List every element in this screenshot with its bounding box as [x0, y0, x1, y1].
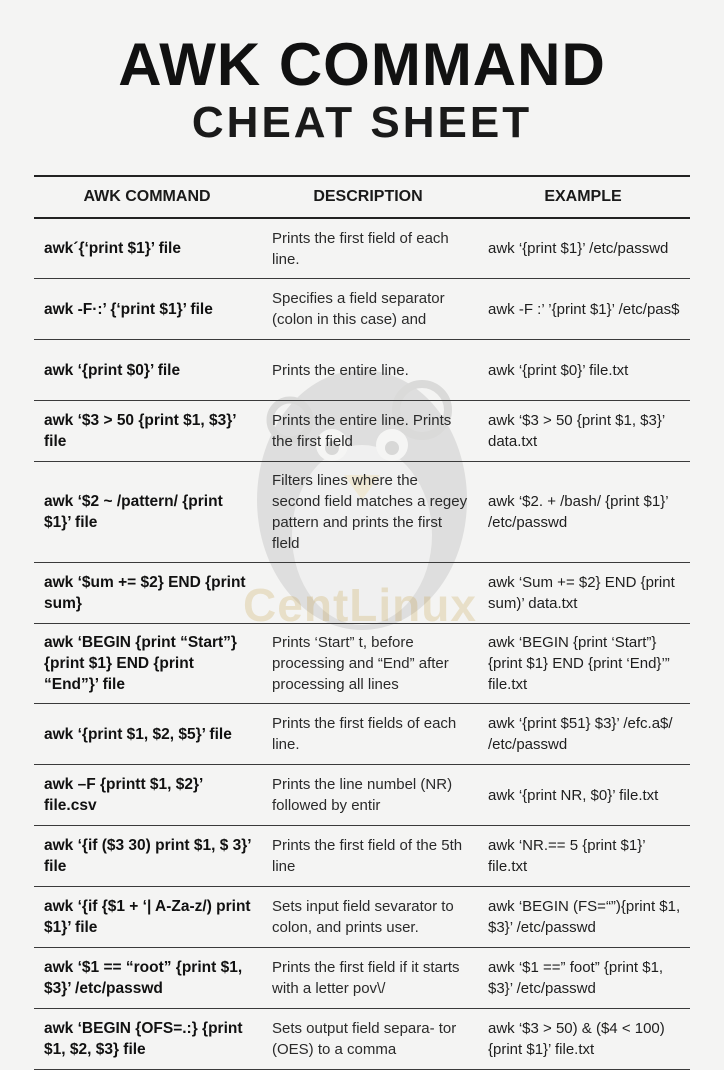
table-row [34, 887, 690, 948]
example-cell: awk ‘$2. + /bash/ {print $1}’ /etc/passwd [476, 462, 690, 563]
description-cell: Prints the first field if it starts with a letter pov\/ [260, 948, 476, 1009]
command-cell: awk ‘BEGIN {OFS=.:} {print $1, $2, $3} file [34, 1009, 260, 1070]
table-row [34, 624, 690, 704]
table-row [34, 765, 690, 826]
command-cell: awk ‘$3 > 50 {print $1, $3}’ file [34, 401, 260, 462]
table-row [34, 279, 690, 340]
example-cell: awk ‘{print $51} $3}’ /efc.a$/ /etc/passwd [476, 704, 690, 765]
table-row [34, 462, 690, 563]
table-row [34, 563, 690, 624]
example-cell: awk ‘$3 > 50 {print $1, $3}’ data.txt [476, 401, 690, 462]
example-cell: awk ‘BEGIN {print ‘Start”} {print $1} END {print ‘End}’” file.txt [476, 624, 690, 704]
description-cell [260, 563, 476, 624]
example-cell: awk ‘$1 ==” foot” {print $1, $3}’ /etc/passwd [476, 948, 690, 1009]
command-cell: awk´{‘print $1}’ file [34, 218, 260, 279]
command-cell: awk -F·:’ {‘print $1}’ file [34, 279, 260, 340]
description-cell: Prints the entire line. Prints the first field [260, 401, 476, 462]
description-cell: Sets input field sevarator to colon, and prints user. [260, 887, 476, 948]
description-cell: Prints the first field of each line. [260, 218, 476, 279]
table-row [34, 1009, 690, 1070]
description-cell: Specifies a field separator (colon in this case) and [260, 279, 476, 340]
column-header-example: EXAMPLE [476, 176, 690, 218]
awk-cheat-table [34, 175, 690, 1070]
description-cell: Prints the line numbel (NR) followed by entir [260, 765, 476, 826]
table-row [34, 704, 690, 765]
page-subtitle: CHEAT SHEET [191, 98, 533, 147]
example-cell: awk ‘{print $1}’ /etc/passwd [476, 218, 690, 279]
command-cell: awk ‘{if ($3 30) print $1, $ 3}’ file [34, 826, 260, 887]
description-cell: Prints the first fields of each line. [260, 704, 476, 765]
command-cell: awk ‘BEGIN {print “Start”} {print $1} END {print “End”}’ file [34, 624, 260, 704]
command-cell: awk ‘{print $0}’ file [34, 340, 260, 401]
description-cell: Prints the entire line. [260, 340, 476, 401]
command-cell: awk ‘$1 == “root” {print $1, $3}’ /etc/passwd [34, 948, 260, 1009]
table-row [34, 340, 690, 401]
table-row [34, 948, 690, 1009]
example-cell: awk ‘$3 > 50) & ($4 < 100) {print $1}’ file.txt [476, 1009, 690, 1070]
command-cell: awk ‘$2 ~ /pattern/ {print $1}’ file [34, 462, 260, 563]
example-cell: awk ‘BEGIN (FS=“”){print $1, $3}’ /etc/passwd [476, 887, 690, 948]
description-cell: Prints the first field of the 5th line [260, 826, 476, 887]
command-cell: awk ‘{print $1, $2, $5}’ file [34, 704, 260, 765]
example-cell: awk ‘{print $0}’ file.txt [476, 340, 690, 401]
description-cell: Filters lines where the second field matches a regey pattern and prints the first fleld [260, 462, 476, 563]
table-row [34, 826, 690, 887]
command-cell: awk ‘{if {$1 + ‘| A-Za-z/) print $1}’ file [34, 887, 260, 948]
command-cell: awk ‘$um += $2} END {print sum} [34, 563, 260, 624]
example-cell: awk -F :’ ’{print $1}’ /etc/pas$ [476, 279, 690, 340]
description-cell: Sets output field separa- tor (OES) to a comma [260, 1009, 476, 1070]
command-cell: awk –F {printt $1, $2}’ file.csv [34, 765, 260, 826]
example-cell: awk ‘Sum += $2} END {print sum)’ data.txt [476, 563, 690, 624]
table-row [34, 218, 690, 279]
example-cell: awk ‘NR.== 5 {print $1}’ file.txt [476, 826, 690, 887]
watermark-text: CentLinux [243, 579, 477, 631]
table-header [34, 176, 690, 218]
column-header-description: DESCRIPTION [260, 176, 476, 218]
table-body [34, 218, 690, 1070]
table-row [34, 401, 690, 462]
column-header-command: AWK COMMAND [34, 176, 260, 218]
example-cell: awk ‘{print NR, $0}’ file.txt [476, 765, 690, 826]
page-title: AWK COMMAND [118, 31, 606, 98]
description-cell: Prints ‘Start” t, before processing and “End” after processing all lines [260, 624, 476, 704]
